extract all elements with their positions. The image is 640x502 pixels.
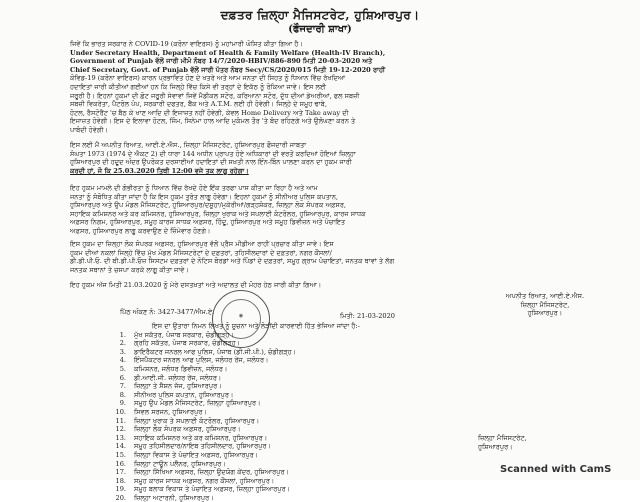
branch-subtitle: (ਫੌਜਦਾਰੀ ਸ਼ਾਖਾ) [288, 24, 352, 35]
text-line: ਡੀ.ਡੀ.ਪੀ.ਓ. ਦੀ ਬੀ.ਡੀ.ਪੀ.ਓਜ਼ ਸਿਸਟਮ ਦਫ਼ਤਰਾਂ ਦੇ ਨੋਟਿਸ ਬੋਰਡਾਂ ਅਤੇ ਪਿੰਡਾਂ ਦੇ ਦਫ਼ਤਰਾਂ, ਸਮੂਹ ਗ੍ਰਾਮ ਪੰਚਾਇਤਾਂ, ਜਨਤਕ ਥਾਵਾਂ ਤੇ ਲੱਗ [70, 257, 395, 266]
text-line: ਜਨਤਾ ਨੂੰ ਸੰਬੋਧਿਤ ਕੀਤਾ ਜਾਂਦਾ ਹੈ ਕਿ ਇਸ ਹੁਕਮ ਤੁਰੰਤ ਲਾਗੂ ਹੋਵੇਗਾ। ਇਹਨਾਂ ਹੁਕਮਾਂ ਨੂੰ ਸੀਨੀਅਰ ਪੁਲਿਸ ਕਪਤਾਨ, [70, 192, 339, 201]
text-line: ਪਾਬੰਦੀ ਹੋਵੇਗੀ। [70, 125, 108, 134]
list-item [112, 442, 532, 451]
signature-line: ਹੁਸ਼ਿਆਰਪੁਰ। [527, 309, 563, 318]
list-item-number: 8. [119, 390, 126, 399]
list-item-text: ਜ਼ਿਲ੍ਹਾ ਅਟਾਰਨੀ, ਹੁਸ਼ਿਆਰਪੁਰ। [134, 493, 214, 502]
text-line: ਕਰਦੀ ਹਾਂ, ਜੋ ਕਿ 25.03.2020 ਤਿਥੀ 12:00 ਵਜੇ ਤਕ ਲਾਗੂ ਰਹੇਗਾ। [70, 166, 249, 175]
text-line: ਹੁਸ਼ਿਆਰਪੁਰ ਅਤੇ ਉਪ ਮੰਡਲ ਮੈਜਿਸਟਰੇਟ, ਹੁਸ਼ਿਆਰਪੁਰ/ਦਸੂਹਾ/ਮੁਕੇਰੀਆਂ/ਗੜ੍ਹਸ਼ੰਕਰ, ਜ਼ਿਲ੍ਹਾ ਲੋਕ ਸੰਪਰਕ ਅਫ਼ਸਰ, [70, 201, 347, 210]
forward-line: ਇਸ ਦਾ ਉਤਾਰਾ ਨਿਮਨ ਲਿਖਤ ਨੂੰ ਸੂਚਨਾ ਅਤੇ ਲੋੜੀਂਦੀ ਕਾਰਵਾਈ ਹਿੱਤ ਭੇਜਿਆ ਜਾਂਦਾ ਹੈ:- [152, 322, 360, 330]
paragraph-publicity [70, 240, 558, 274]
list-item [112, 434, 532, 443]
paragraph-responsibility [70, 184, 558, 236]
list-item-text: ਜ਼ਿਲ੍ਹਾ ਸਿੱਖਿਆ ਅਫ਼ਸਰ, ਜ਼ਿਲ੍ਹਾ ਉਦਯੋਗ ਕੇਂਦਰ, ਹੁਸ਼ਿਆਰਪੁਰ। [134, 468, 289, 477]
list-item-text: ਸਮੂਹ ਬਲਾਕ ਵਿਕਾਸ ਤੇ ਪੰਚਾਇਤ ਅਫ਼ਸਰ, ਜ਼ਿਲ੍ਹਾ ਹੁਸ਼ਿਆਰਪੁਰ। [134, 485, 291, 494]
recipient-list [112, 322, 532, 502]
list-item-number: 5. [119, 364, 126, 373]
list-item-text: ਜ਼ਿਲ੍ਹਾ ਲੋਕ ਸੰਪਰਕ ਅਫ਼ਸਰ, ਹੁਸ਼ਿਆਰਪੁਰ। [134, 425, 241, 434]
text-line: ਹਦਾਇਤਾਂ ਜਾਰੀ ਕੀਤੀਆਂ ਗਈਆਂ ਹਨ ਕਿ ਜਿਲ੍ਹੇ ਵਿੱਚ ਕਿਸੇ ਵੀ ਤਰ੍ਹਾਂ ਦੇ ਇਕੱਠ ਨੂੰ ਰੋਕਿਆ ਜਾਵੇ। ਇਸ ਲਈ [70, 82, 327, 91]
text-line: ਅਫ਼ਸਰ ਨਿਗਮ, ਹੁਸ਼ਿਆਰਪੁਰ, ਸਮੂਹ ਕਾਰਜ ਸਾਧਕ ਅਫ਼ਸਰ, ਹਿੰਦੂ, ਹੁਸ਼ਿਆਰਪੁਰ ਅਤੇ ਸਮੂਹ ਡਿਵੀਜ਼ਨ ਅਤੇ ਪੰਚਾਇਤ [70, 218, 346, 227]
signature-line: ਜ਼ਿਲ੍ਹਾ ਮੈਜਿਸਟਰੇਟ, [520, 300, 570, 309]
paragraph-order [70, 141, 558, 175]
list-item-text: ਜ਼ਿਲ੍ਹਾ ਵਿਕਾਸ ਤੇ ਪੰਚਾਇਤ ਅਫ਼ਸਰ, ਹੁਸ਼ਿਆਰਪੁਰ। [134, 450, 259, 459]
text-line: ਇਸ ਲਈ ਮੈਂ ਅਪਨੀਤ ਰਿਆਤ, ਆਈ.ਏ.ਐਸ., ਜ਼ਿਲ੍ਹਾ ਮੈਜਿਸਟਰੇਟ, ਹੁਸ਼ਿਆਰਪੁਰ ਫੌਜਦਾਰੀ ਜਾਬਤਾ [70, 141, 307, 149]
paragraph-covid-instructions [70, 40, 558, 135]
list-item-number: 1. [119, 330, 126, 339]
text-line: ਇਜਾਜ਼ਤ ਹੋਵੇਗੀ। ਇਸ ਦੇ ਇਲਾਵਾ ਹੋਟਲ, ਜਿੰਮ, ਸਿਨੇਮਾ ਹਾਲ ਆਦਿ ਮੁਕੰਮਲ ਤੌਰ 'ਤੇ ਬੰਦ ਰਹਿਣਗੇ ਅਤੇ ਉਲੰਘਣਾ ਕਰਨ ਤੇ [70, 117, 356, 126]
endorsement-number: ਪਿੱਠ ਅੰਕਣ ਨੰ: 3427-3477/ਐਮ.ਏ. [120, 308, 215, 316]
list-item-number: 14. [115, 442, 126, 451]
text-line: Government of Punjab ਵੱਲੋਂ ਜਾਰੀ ਮੀਮੋ ਨੰਬਰ 14/7/2020-HBIV/886-890 ਮਿਤੀ 20-03-2020 ਅਤੇ [70, 57, 373, 66]
seal-emblem-icon: ◉ [238, 313, 244, 319]
list-item-text: ਸੀਨੀਅਰ ਪੁਲਿਸ ਕਪਤਾਨ, ਹੁਸ਼ਿਆਰਪੁਰ। [134, 390, 234, 399]
list-item [112, 451, 532, 460]
text-line: Under Secretary Health, Department of Health & Family Welfare (Health-IV Branch), [70, 48, 386, 57]
list-item-text: ਜ਼ਿਲ੍ਹਾ ਤੇ ਸੈਸ਼ਨ ਜੱਜ, ਹੁਸ਼ਿਆਰਪੁਰ। [134, 382, 222, 391]
list-item [112, 339, 532, 348]
list-item [112, 417, 532, 426]
signature-line: ਜ਼ਿਲ੍ਹਾ ਮੈਜਿਸਟਰੇਟ, [478, 434, 527, 442]
text-line: ਸੰਘਤਾ 1973 (1974 ਦੇ ਐਕਟ 2) ਦੀ ਧਾਰਾ 144 ਅਧੀਨ ਪ੍ਰਾਪਤ ਹੋਏ ਅਧਿਕਾਰਾਂ ਦੀ ਵਰਤੋਂ ਕਰਦਿਆਂ ਹੋਇਆਂ ਜ਼ਿਲ੍ਹਾ [70, 149, 356, 158]
list-item-text: ਸਿਵਲ ਸਰਜਨ, ਹੁਸ਼ਿਆਰਪੁਰ। [134, 407, 207, 416]
list-item-text: ਮੁੱਖ ਸਕੱਤਰ, ਪੰਜਾਬ ਸਰਕਾਰ, ਚੰਡੀਗੜ੍ਹ। [134, 330, 234, 339]
list-item-text: ਜ਼ਿਲ੍ਹਾ ਖੁਰਾਕ ਤੇ ਸਪਲਾਈ ਕੰਟਰੋਲਰ, ਹੁਸ਼ਿਆਰਪੁਰ। [134, 416, 260, 425]
signature-line: ਹੁਸ਼ਿਆਰਪੁਰ। [478, 442, 513, 451]
list-item-text: ਸਮੂਹ ਕਾਰਜ ਸਾਧਕ ਅਫ਼ਸਰ, ਨਗਰ ਕੌਂਸਲਾਂ, ਹੁਸ਼ਿਆਰਪੁਰ। [134, 476, 275, 485]
list-item [112, 382, 532, 391]
list-item-text: ਇੰਸਪੈਕਟਰ ਜਨਰਲ ਆਫ ਪੁਲਿਸ, ਜਲੰਧਰ ਰੇਂਜ, ਜਲੰਧਰ। [134, 356, 269, 365]
list-item [112, 468, 532, 477]
list-item [112, 356, 532, 365]
list-item [112, 391, 532, 400]
list-item-text: ਕਮਿਸ਼ਨਰ, ਜਲੰਧਰ ਡਿਵੀਜ਼ਨ, ਜਲੰਧਰ। [134, 364, 228, 373]
signature-line: ਅਪਨੀਤ ਰਿਆਤ, ਆਈ.ਏ.ਐਸ. [505, 292, 585, 300]
list-item-number: 7. [119, 382, 126, 391]
text-line: ਇਹ ਹੁਕਮ ਮਾਮਲੇ ਦੀ ਗੰਭੀਰਤਾ ਨੂੰ ਧਿਆਨ ਵਿੱਚ ਰੱਖਦੇ ਹੋਏ ਇੱਕ ਤਰਫਾ ਪਾਸ ਕੀਤਾ ਜਾ ਰਿਹਾ ਹੈ ਅਤੇ ਆਮ [70, 184, 318, 192]
text-line: ਹੁਕਮ ਦੀਆਂ ਨਕਲਾਂ ਜਿਲ੍ਹੇ ਵਿੱਚ ਮੁੱਖ ਮੰਡਲ ਮੈਜਿਸਟਰੇਟਾਂ ਦੇ ਦਫ਼ਤਰਾਂ, ਤਹਿਸੀਲਦਾਰਾਂ ਦੇ ਦਫ਼ਤਰਾਂ, ਨਗਰ ਕੌਂਸਲਾਂ/ [70, 248, 332, 257]
list-item-number: 19. [115, 485, 126, 494]
text-line: ਸਹਾਇਕ ਕਮਿਸ਼ਨਰ ਅਤੇ ਕਰ ਕਮਿਸ਼ਨਰ, ਹੁਸ਼ਿਆਰਪੁਰ, ਜ਼ਿਲ੍ਹਾ ਖੁਰਾਕ ਅਤੇ ਸਪਲਾਈ ਕੰਟਰੋਲਰ, ਹੁਸ਼ਿਆਰਪੁਰ, ਕਾਰਜ ਸਾਧਕ [70, 209, 366, 218]
office-title: ਦਫ਼ਤਰ ਜ਼ਿਲ੍ਹਾ ਮੈਜਿਸਟਰੇਟ, ਹੁਸ਼ਿਆਰਪੁਰ। [220, 8, 420, 22]
list-item-number: 9. [119, 399, 126, 408]
list-item-number: 13. [115, 433, 126, 442]
text-line: Chief Secretary, Govt. of Punjab ਵੱਲੋਂ ਜਾਰੀ ਪੱਤਰ ਨੰਬਰ Secy/CS/2020/015 ਮਿਤੀ 19-12-2020 ਰਾਹੀਂ [70, 65, 386, 74]
list-item [112, 331, 532, 340]
list-item [112, 374, 532, 383]
text-line: ਹੁਸ਼ਿਆਰਪੁਰ ਦੀ ਹਦੂਦ ਅੰਦਰ ਉਪਰੋਕਤ ਦਰਸਾਈਆਂ ਹਦਾਇਤਾਂ ਦੀ ਸਖ਼ਤੀ ਨਾਲ ਇੰਨ-ਬਿੰਨ ਪਾਲਣਾ ਕਰਨ ਦਾ ਹੁਕਮ ਜਾਰੀ [70, 158, 352, 167]
list-item-text: ਡੀ.ਆਈ.ਜੀ. ਜਲੰਧਰ ਰੇਂਜ, ਜਲੰਧਰ। [134, 373, 222, 382]
list-item-text: ਗ੍ਰਹਿ ਸਕੱਤਰ, ਪੰਜਾਬ ਸਰਕਾਰ, ਚੰਡੀਗੜ੍ਹ। [134, 339, 241, 348]
text-line: ਕੋਵਿਡ-19 (ਕਰੋਨਾ ਵਾਇਰਸ) ਕਾਰਨ ਪ੍ਰਭਾਵਿਤ ਹੋਣ ਦੇ ਖਤਰੇ ਅਤੇ ਆਮ ਜਨਤਾ ਦੀ ਸਿਹਤ ਨੂੰ ਧਿਆਨ ਵਿੱਚ ਰੱਖਦਿਆਂ [70, 74, 346, 83]
list-item [112, 365, 532, 374]
list-item-number: 18. [115, 476, 126, 485]
list-item-number: 11. [115, 416, 126, 425]
list-item [112, 399, 532, 408]
list-item [112, 408, 532, 417]
text-line: ਅਫ਼ਸਰ, ਹੁਸ਼ਿਆਰਪੁਰ ਲਾਗੂ ਕਰਵਾਉਣ ਦੇ ਜ਼ਿੰਮੇਵਾਰ ਹੋਣਗੇ। [70, 226, 211, 235]
list-item-number: 12. [115, 425, 126, 434]
list-item [112, 425, 532, 434]
forward-line-row [112, 322, 532, 331]
list-item-number: 2. [119, 339, 126, 348]
list-item-text: ਜ਼ਿਲ੍ਹਾ ਟਾਊਨ ਪਲੈਨਰ, ਹੁਸ਼ਿਆਰਪੁਰ। [134, 459, 226, 468]
signature-block-footer [478, 434, 527, 451]
list-item-text: ਸਮੂਹ ਉਪ ਮੰਡਲ ਮੈਜਿਸਟਰੇਟ, ਜ਼ਿਲ੍ਹਾ ਹੁਸ਼ਿਆਰਪੁਰ। [134, 399, 261, 408]
list-item-number: 3. [119, 347, 126, 356]
list-item-text: ਸਮੂਹ ਤਹਿਸੀਲਦਾਰ/ਨਾਇਬ ਤਹਿਸੀਲਦਾਰ, ਹੁਸ਼ਿਆਰਪੁਰ। [134, 442, 271, 451]
list-item-number: 10. [115, 407, 126, 416]
list-item-text: ਡਾਇਰੈਕਟਰ ਜਨਰਲ ਆਫ ਪੁਲਿਸ, ਪੰਜਾਬ (ਡੀ.ਜੀ.ਪੀ.), ਚੰਡੀਗੜ੍ਹ। [134, 347, 297, 356]
signature-block-magistrate [470, 292, 620, 318]
text-line: ਇਸ ਹੁਕਮ ਦਾ ਜ਼ਿਲ੍ਹਾ ਲੋਕ ਸੰਪਰਕ ਅਫ਼ਸਰ, ਹੁਸ਼ਿਆਰਪੁਰ ਵੱਲੋਂ ਪ੍ਰੈਸ ਮੀਡੀਆ ਰਾਹੀਂ ਪ੍ਰਚਾਰ ਕੀਤਾ ਜਾਵੇ। ਇਸ [70, 240, 334, 248]
text-line: ਜਿਵੇਂ ਕਿ ਭਾਰਤ ਸਰਕਾਰ ਨੇ COVID-19 (ਕਰੋਨਾ ਵਾਇਰਸ) ਨੂੰ ਮਹਾਂਮਾਰੀ ਘੋਸ਼ਿਤ ਕੀਤਾ ਗਿਆ ਹੈ। [70, 40, 303, 48]
list-item-number: 15. [115, 450, 126, 459]
list-item-number: 4. [119, 356, 126, 365]
list-item [112, 460, 532, 469]
text-line: ਸਬਜ਼ੀ ਵਿਕਰੇਤਾ, ਪੈਟਰੋਲ ਪੰਪ, ਸਰਕਾਰੀ ਦਫਤਰ, ਬੈਂਕ ਅਤੇ A.T.M. ਲਈ ਹੀ ਹੋਵੇਗੀ। ਜਿਲ੍ਹੇ ਦੇ ਸਮੂਹ ਢਾਬੇ, [70, 100, 327, 109]
text-line: ਜਨਤਕ ਸਥਾਨਾਂ ਤੇ ਚਸਪਾ ਕਰਕੇ ਲਾਗੂ ਕੀਤਾ ਜਾਵੇ। [70, 265, 189, 274]
list-item-number: 20. [115, 493, 126, 502]
list-item [112, 494, 532, 502]
text-line: ਜਰੂਰੀ ਹੈ। ਇਹਨਾਂ ਹੁਕਮਾਂ ਦੀ ਛੋਟ ਜਰੂਰੀ ਸੇਵਾਵਾਂ ਜਿਵੇਂ ਮੈਡੀਕਲ ਸਟੋਰ, ਕਰਿਆਨਾ ਸਟੋਰ, ਦੁੱਧ ਦੀਆਂ ਡੇਅਰੀਆਂ, ਫਲ ਸਬਜ਼ੀ [70, 91, 360, 100]
list-item [112, 485, 532, 494]
list-item [112, 477, 532, 486]
endorsement-date: ਮਿਤੀ: 21-03-2020 [340, 312, 396, 320]
list-item-text: ਸਹਾਇਕ ਕਮਿਸ਼ਨਰ ਅਤੇ ਕਰ ਕਮਿਸ਼ਨਰ, ਹੁਸ਼ਿਆਰਪੁਰ। [134, 433, 268, 442]
text-line: ਹੋਟਲ, ਰੈਸਟੋਰੈਂਟ 'ਚ ਬੈਠ ਕੇ ਖਾਣ ਆਦਿ ਦੀ ਇਜਾਜ਼ਤ ਨਹੀਂ ਹੋਵੇਗੀ, ਕੇਵਲ Home Delivery ਅਤੇ Take away ਦੀ [70, 108, 349, 117]
list-item-number: 6. [119, 373, 126, 382]
list-item-number: 16. [115, 459, 126, 468]
scanner-watermark: Scanned with CamS [500, 464, 612, 475]
issue-date-line: ਇਹ ਹੁਕਮ ਅੱਜ ਮਿਤੀ 21.03.2020 ਨੂੰ ਮੇਰੇ ਦਸਤਖ਼ਤਾਂ ਅਤੇ ਅਦਾਲਤ ਦੀ ਮੋਹਰ ਹੇਠ ਜਾਰੀ ਕੀਤਾ ਗਿਆ। [70, 281, 322, 289]
list-item-number: 17. [115, 468, 126, 477]
